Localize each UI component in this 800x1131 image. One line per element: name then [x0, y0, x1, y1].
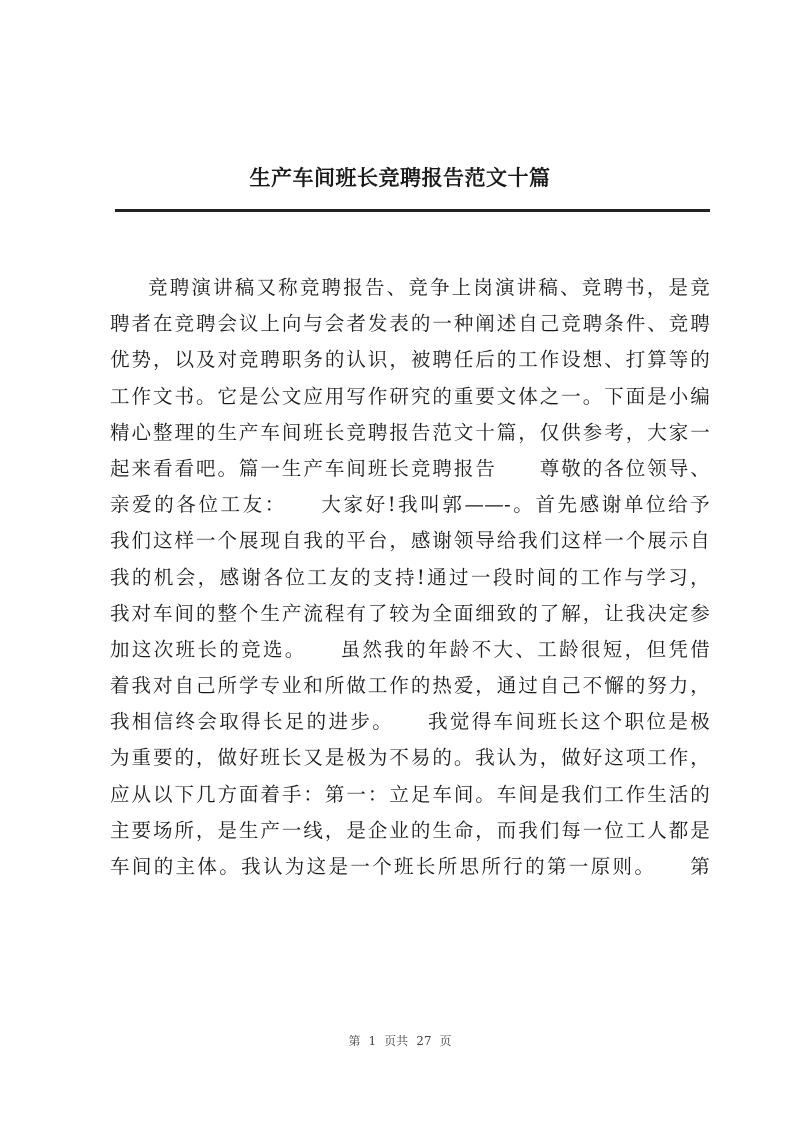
body-line: 亲爱的各位工友： 大家好!我叫郭——-。首先感谢单位给予 — [110, 493, 710, 517]
document-title: 生产车间班长竞聘报告范文十篇 — [249, 165, 551, 190]
body-line: 着我对自己所学专业和所做工作的热爱，通过自己不懈的努力， — [110, 674, 710, 698]
footer-prefix: 第 — [348, 1034, 361, 1048]
body-line: 工作文书。它是公文应用写作研究的重要文体之一。下面是小编 — [110, 384, 710, 408]
body-line: 主要场所，是生产一线，是企业的生命，而我们每一位工人都是 — [110, 818, 710, 842]
body-line: 起来看看吧。篇一生产车间班长竞聘报告 尊敬的各位领导、 — [110, 456, 710, 480]
body-line: 我对车间的整个生产流程有了较为全面细致的了解，让我决定参 — [110, 601, 710, 625]
title-divider — [115, 209, 710, 212]
body-line: 竞聘演讲稿又称竞聘报告、竞争上岗演讲稿、竞聘书，是竞 — [148, 276, 710, 299]
body-line: 我的机会，感谢各位工友的支持!通过一段时间的工作与学习， — [110, 565, 710, 589]
body-line: 加这次班长的竞选。 虽然我的年龄不大、工龄很短，但凭借 — [110, 637, 710, 661]
body-line: 优势，以及对竞聘职务的认识，被聘任后的工作设想、打算等的 — [110, 348, 710, 372]
body-line: 车间的主体。我认为这是一个班长所思所行的第一原则。 第 — [110, 855, 710, 878]
body-line: 我相信终会取得长足的进步。 我觉得车间班长这个职位是极 — [110, 710, 710, 734]
footer-page-number: 1 — [368, 1034, 377, 1048]
document-body — [110, 270, 710, 885]
page-footer — [0, 1032, 800, 1049]
body-line: 聘者在竞聘会议上向与会者发表的一种阐述自己竞聘条件、竞聘 — [110, 312, 710, 336]
body-line: 为重要的，做好班长又是极为不易的。我认为，做好这项工作， — [110, 746, 710, 770]
body-line: 我们这样一个展现自我的平台，感谢领导给我们这样一个展示自 — [110, 529, 710, 553]
body-line: 精心整理的生产车间班长竞聘报告范文十篇，仅供参考，大家一 — [110, 420, 710, 444]
body-line: 应从以下几方面着手：第一：立足车间。车间是我们工作生活的 — [110, 782, 710, 806]
footer-total-pages: 27 — [416, 1034, 432, 1048]
footer-middle: 页共 — [384, 1034, 409, 1048]
footer-suffix: 页 — [439, 1034, 452, 1048]
